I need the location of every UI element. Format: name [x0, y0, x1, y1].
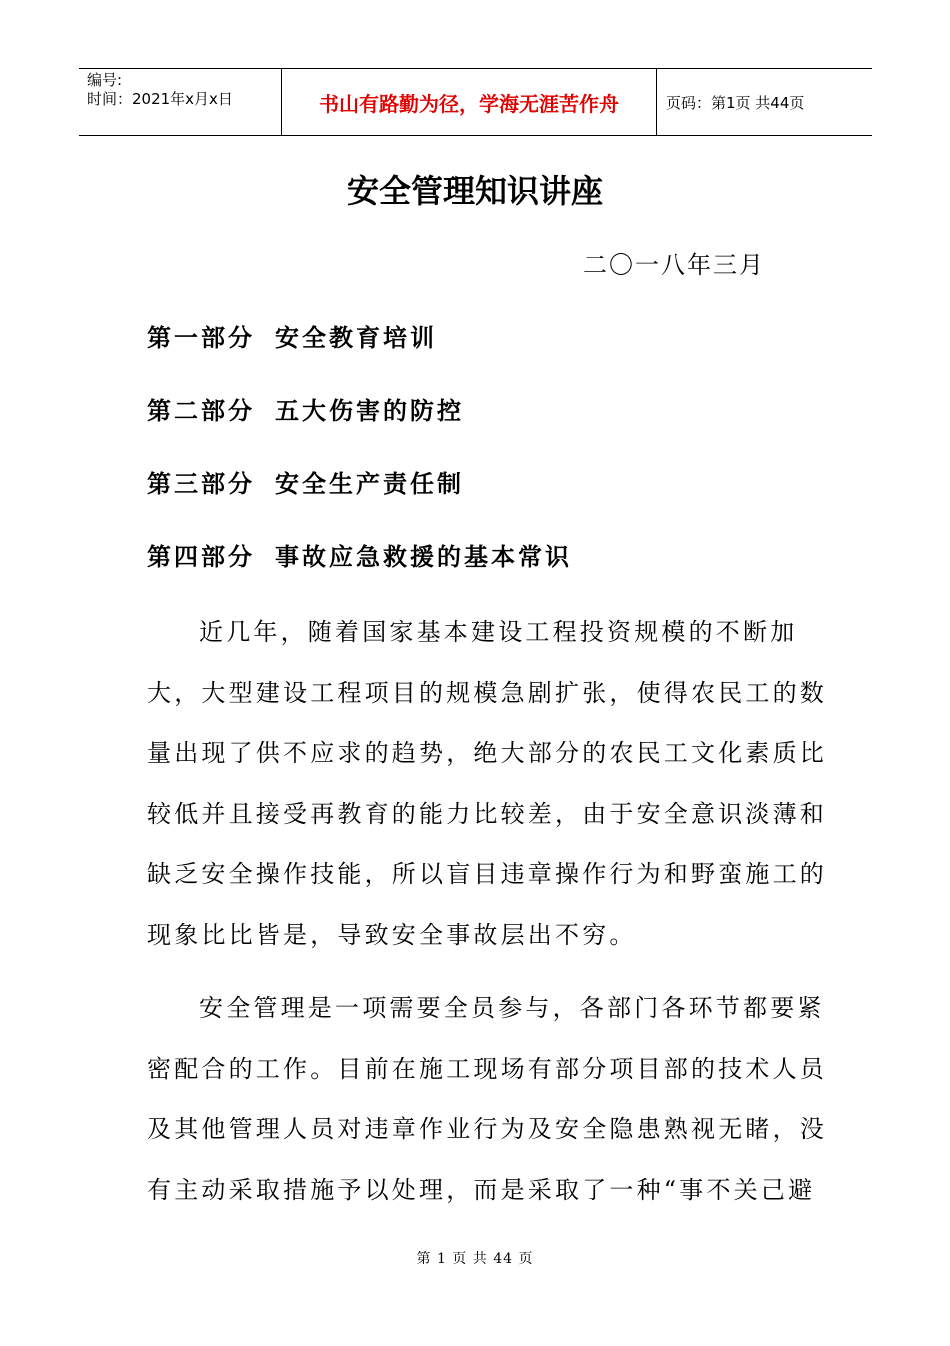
section-title: 安全生产责任制 [275, 469, 464, 498]
section-number: 第二部分 [147, 396, 255, 425]
document-title: 安全管理知识讲座 [346, 172, 603, 210]
section-heading [147, 541, 572, 573]
section-number: 第一部分 [147, 323, 255, 352]
section-title: 五大伤害的防控 [275, 396, 464, 425]
page-footer: 第 1 页 共 44 页 [416, 1251, 534, 1267]
section-title: 安全教育培训 [275, 323, 437, 352]
section-heading [147, 468, 464, 500]
header-meta-cell [79, 69, 282, 135]
section-heading [147, 322, 437, 354]
header-table [79, 68, 872, 136]
document-date: 二〇一八年三月 [583, 251, 765, 279]
body-paragraph [147, 602, 827, 966]
serial-label: 编号: [87, 71, 123, 89]
time-label: 时间：2021年x月x日 [87, 90, 233, 108]
paragraph-text: 安全管理是一项需要全员参与，各部门各环节都要紧密配合的工作。目前在施工现场有部分项目部的技术人员及其他管理人员对违章作业行为及安全隐患熟视无睹，没有主动采取措施予以处理，而是采取了一种“事不关己避 [147, 994, 827, 1204]
section-number: 第四部分 [147, 542, 255, 571]
section-number: 第三部分 [147, 469, 255, 498]
body-paragraph [147, 978, 827, 1220]
paragraph-text: 近几年，随着国家基本建设工程投资规模的不断加大，大型建设工程项目的规模急剧扩张，使得农民工的数量出现了供不应求的趋势，绝大部分的农民工文化素质比较低并且接受再教育的能力比较差，由于安全意识淡薄和缺乏安全操作技能，所以盲目违章操作行为和野蛮施工的现象比比皆是，导致安全事故层出不穷。 [147, 618, 827, 949]
section-heading [147, 395, 464, 427]
header-motto: 书山有路勤为径，学海无涯苦作舟 [282, 69, 657, 135]
header-page-label: 页码：第1页 共44页 [666, 93, 805, 112]
section-title: 事故应急救援的基本常识 [275, 542, 572, 571]
